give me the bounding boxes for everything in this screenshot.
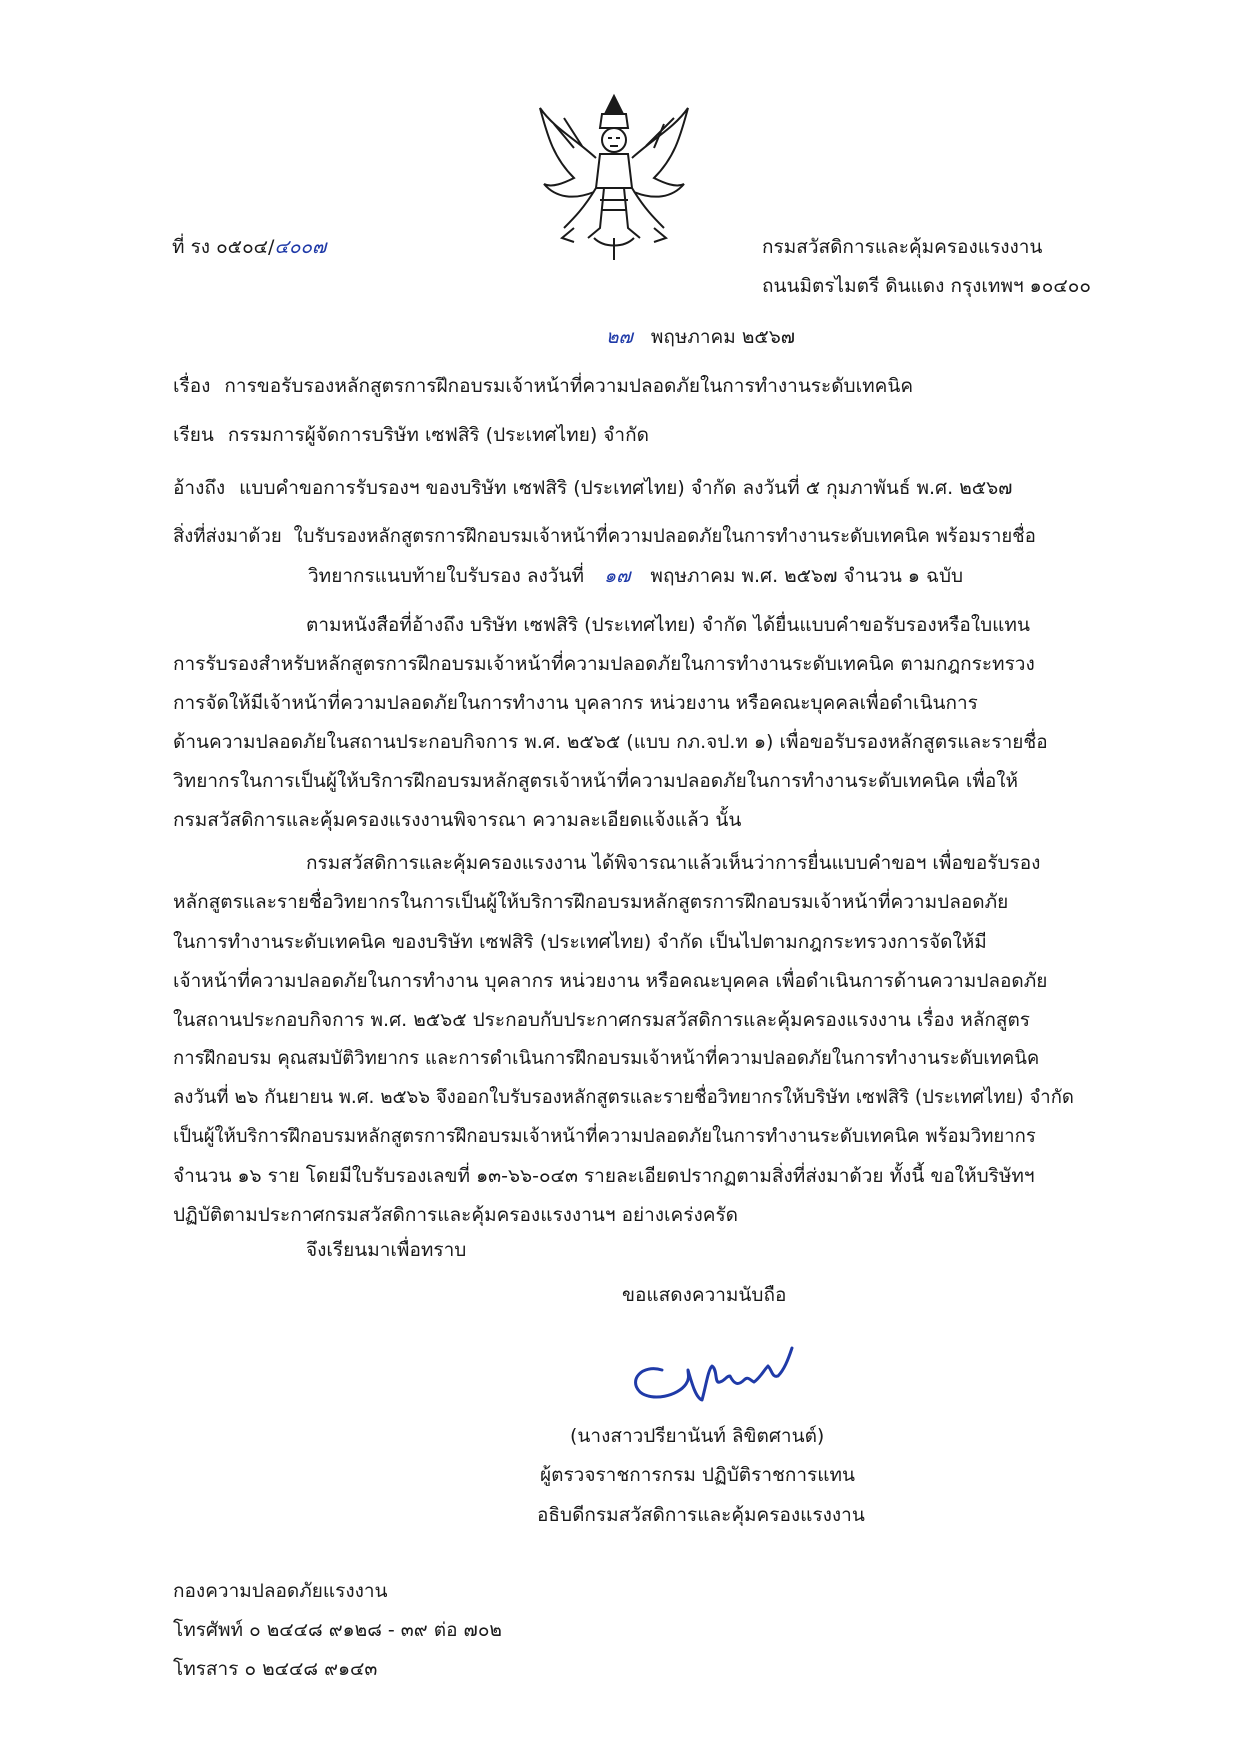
paragraph-1-line: ตามหนังสือที่อ้างถึง บริษัท เซฟสิริ (ประเทศไทย) จำกัด ได้ยื่นแบบคำขอรับรองหรือใบแทน — [306, 614, 1030, 636]
subject-text: การขอรับรองหลักสูตรการฝึกอบรมเจ้าหน้าที่ความปลอดภัยในการทำงานระดับเทคนิค — [224, 375, 914, 397]
enclosure-day-handwritten: ๑๗ — [604, 565, 631, 587]
signatory-position-1: ผู้ตรวจราชการกรม ปฏิบัติราชการแทน — [540, 1464, 856, 1486]
reference-prefix: ที่ รง ๐๕๐๔/ — [172, 236, 275, 258]
paragraph-2-line: ในการทำงานระดับเทคนิค ของบริษัท เซฟสิริ (ประเทศไทย) จำกัด เป็นไปตามกฎกระทรวงการจัดให้มี — [173, 931, 987, 953]
reference-label: อ้างถึง — [173, 477, 226, 499]
paragraph-2-line: ปฏิบัติตามประกาศกรมสวัสดิการและคุ้มครองแรงงานฯ อย่างเคร่งครัด — [173, 1204, 738, 1226]
enclosure-text-1: ใบรับรองหลักสูตรการฝึกอบรมเจ้าหน้าที่ความปลอดภัยในการทำงานระดับเทคนิค พร้อมรายชื่อ — [293, 526, 1036, 547]
paragraph-2-line: ลงวันที่ ๒๖ กันยายน พ.ศ. ๒๕๖๖ จึงออกใบรับรองหลักสูตรและรายชื่อวิทยากรให้บริษัท เซฟสิริ (ประเทศไทย) จำกัด — [173, 1087, 1074, 1108]
paragraph-2-line: หลักสูตรและรายชื่อวิทยากรในการเป็นผู้ให้บริการฝึกอบรมหลักสูตรการฝึกอบรมเจ้าหน้าที่ความปลอดภัย — [173, 891, 1009, 913]
paragraph-2-line: เจ้าหน้าที่ความปลอดภัยในการทำงาน บุคลากร หน่วยงาน หรือคณะบุคคล เพื่อดำเนินการด้านความปลอดภัย — [173, 970, 1048, 992]
paragraph-2-line: ในสถานประกอบกิจการ พ.ศ. ๒๕๖๕ ประกอบกับประกาศกรมสวัสดิการและคุ้มครองแรงงาน เรื่อง หลักสูตร — [173, 1009, 1031, 1031]
subject-line — [173, 371, 913, 401]
reference-text: แบบคำขอการรับรองฯ ของบริษัท เซฟสิริ (ประเทศไทย) จำกัด ลงวันที่ ๕ กุมภาพันธ์ พ.ศ. ๒๕๖๗ — [239, 477, 1013, 499]
enclosure-line-2 — [308, 561, 963, 591]
date-month-year: พฤษภาคม ๒๕๖๗ — [650, 326, 796, 348]
paragraph-1-line: การรับรองสำหรับหลักสูตรการฝึกอบรมเจ้าหน้าที่ความปลอดภัยในการทำงานระดับเทคนิค ตามกฎกระทรวง — [173, 653, 1035, 675]
document-date — [606, 322, 795, 352]
paragraph-1-line: วิทยากรในการเป็นผู้ให้บริการฝึกอบรมหลักสูตรเจ้าหน้าที่ความปลอดภัยในการทำงานระดับเทคนิค เพื่อให้ — [173, 770, 1019, 792]
footer-phone: โทรศัพท์ ๐ ๒๔๔๘ ๙๑๒๘ - ๓๙ ต่อ ๗๐๒ — [173, 1619, 502, 1641]
paragraph-2-line: จำนวน ๑๖ ราย โดยมีใบรับรองเลขที่ ๑๓-๖๖-๐๔๓ รายละเอียดปรากฏตามสิ่งที่ส่งมาด้วย ทั้งนี้ ขอให้บริษัทฯ — [173, 1165, 1035, 1187]
garuda-emblem — [534, 88, 694, 264]
enclosure-label: สิ่งที่ส่งมาด้วย — [173, 526, 282, 547]
enclosure-text-2a: วิทยากรแนบท้ายใบรับรอง ลงวันที่ — [308, 565, 584, 587]
recipient-text: กรรมการผู้จัดการบริษัท เซฟสิริ (ประเทศไทย) จำกัด — [227, 424, 649, 446]
recipient-label: เรียน — [173, 424, 214, 446]
organization-address: ถนนมิตรไมตรี ดินแดง กรุงเทพฯ ๑๐๔๐๐ — [762, 275, 1091, 297]
footer-division: กองความปลอดภัยแรงงาน — [173, 1580, 388, 1602]
recipient-line — [173, 420, 649, 450]
handwritten-signature — [622, 1340, 802, 1410]
subject-label: เรื่อง — [173, 375, 211, 397]
paragraph-1-line: การจัดให้มีเจ้าหน้าที่ความปลอดภัยในการทำงาน บุคลากร หน่วยงาน หรือคณะบุคคลเพื่อดำเนินการ — [173, 692, 978, 714]
footer-fax: โทรสาร ๐ ๒๔๔๘ ๙๑๔๓ — [173, 1658, 378, 1680]
organization-name: กรมสวัสดิการและคุ้มครองแรงงาน — [762, 236, 1043, 258]
paragraph-2-line: การฝึกอบรม คุณสมบัติวิทยากร และการดำเนินการฝึกอบรมเจ้าหน้าที่ความปลอดภัยในการทำงานระดับเทคนิค — [173, 1048, 1040, 1069]
enclosure-line-1 — [173, 522, 1036, 551]
closing-for-info: จึงเรียนมาเพื่อทราบ — [306, 1239, 467, 1261]
signatory-position-2: อธิบดีกรมสวัสดิการและคุ้มครองแรงงาน — [537, 1504, 865, 1526]
signatory-name: (นางสาวปรียานันท์ ลิขิตศานต์) — [570, 1425, 825, 1447]
paragraph-1-line: ด้านความปลอดภัยในสถานประกอบกิจการ พ.ศ. ๒๕๖๕ (แบบ กภ.จป.ท ๑) เพื่อขอรับรองหลักสูตรและรายชื่อ — [173, 731, 1048, 753]
paragraph-1-line: กรมสวัสดิการและคุ้มครองแรงงานพิจารณา ความละเอียดแจ้งแล้ว นั้น — [173, 809, 742, 831]
enclosure-text-2b: พฤษภาคม พ.ศ. ๒๕๖๗ จำนวน ๑ ฉบับ — [650, 565, 964, 587]
document-reference — [172, 232, 326, 262]
paragraph-2-line: กรมสวัสดิการและคุ้มครองแรงงาน ได้พิจารณาแล้วเห็นว่าการยื่นแบบคำขอฯ เพื่อขอรับรอง — [306, 852, 1041, 874]
reference-line — [173, 473, 1012, 503]
date-day-handwritten: ๒๗ — [606, 326, 633, 348]
reference-number-handwritten: ๔๐๐๗ — [274, 236, 327, 258]
paragraph-2-line: เป็นผู้ให้บริการฝึกอบรมหลักสูตรการฝึกอบรมเจ้าหน้าที่ความปลอดภัยในการทำงานระดับเทคนิค พร้อมวิทยากร — [173, 1126, 1036, 1147]
closing-regards: ขอแสดงความนับถือ — [622, 1284, 787, 1306]
